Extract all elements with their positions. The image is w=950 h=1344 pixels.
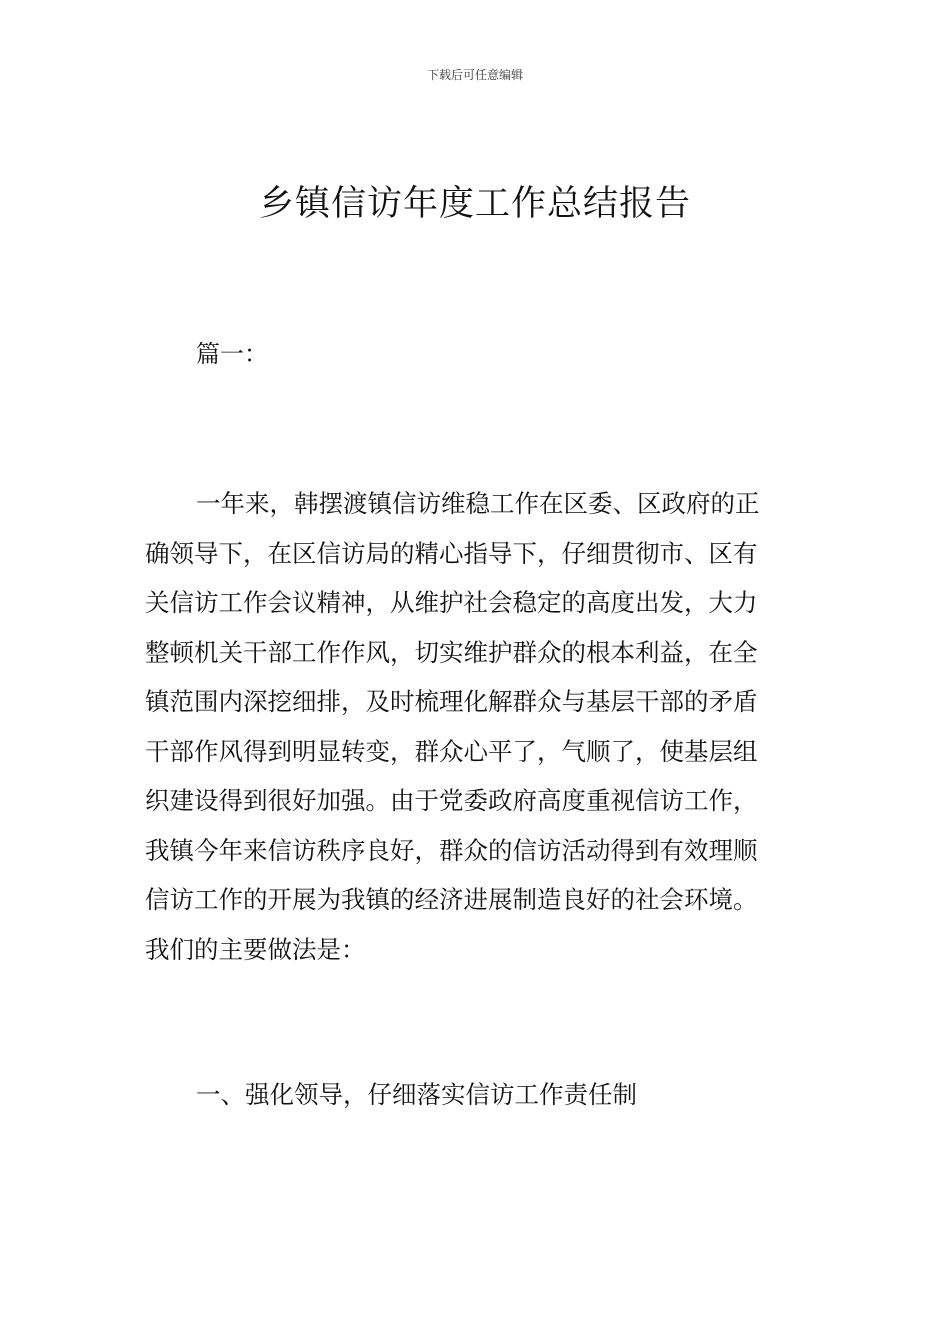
section-label: 篇一： <box>196 340 268 368</box>
paragraph-line: 我们的主要做法是： <box>145 934 366 964</box>
document-title: 乡镇信访年度工作总结报告 <box>258 184 691 224</box>
paragraph-line: 镇范围内深挖细排，及时梳理化解群众与基层干部的矛盾 <box>145 687 758 716</box>
paragraph-line: 关信访工作会议精神，从维护社会稳定的高度出发，大力 <box>145 588 758 617</box>
paragraph-line: 我镇今年来信访秩序良好，群众的信访活动得到有效理顺 <box>145 835 758 865</box>
body-paragraph <box>145 479 815 974</box>
paragraph-line: 织建设得到很好加强。由于党委政府高度重视信访工作， <box>145 786 758 815</box>
paragraph-line: 一年来，韩摆渡镇信访维稳工作在区委、区政府的正 <box>196 489 760 518</box>
paragraph-line: 信访工作的开展为我镇的经济进展制造良好的社会环境。 <box>145 885 758 914</box>
section-heading: 一、强化领导，仔细落实信访工作责任制 <box>196 1080 637 1109</box>
paragraph-line: 干部作风得到明显转变，群众心平了，气顺了，使基层组 <box>145 736 758 766</box>
paragraph-line: 整顿机关干部工作作风，切实维护群众的根本利益，在全 <box>145 637 758 667</box>
paragraph-line: 确领导下，在区信访局的精心指导下，仔细贯彻市、区有 <box>145 538 758 568</box>
header-note: 下载后可任意编辑 <box>426 68 523 82</box>
